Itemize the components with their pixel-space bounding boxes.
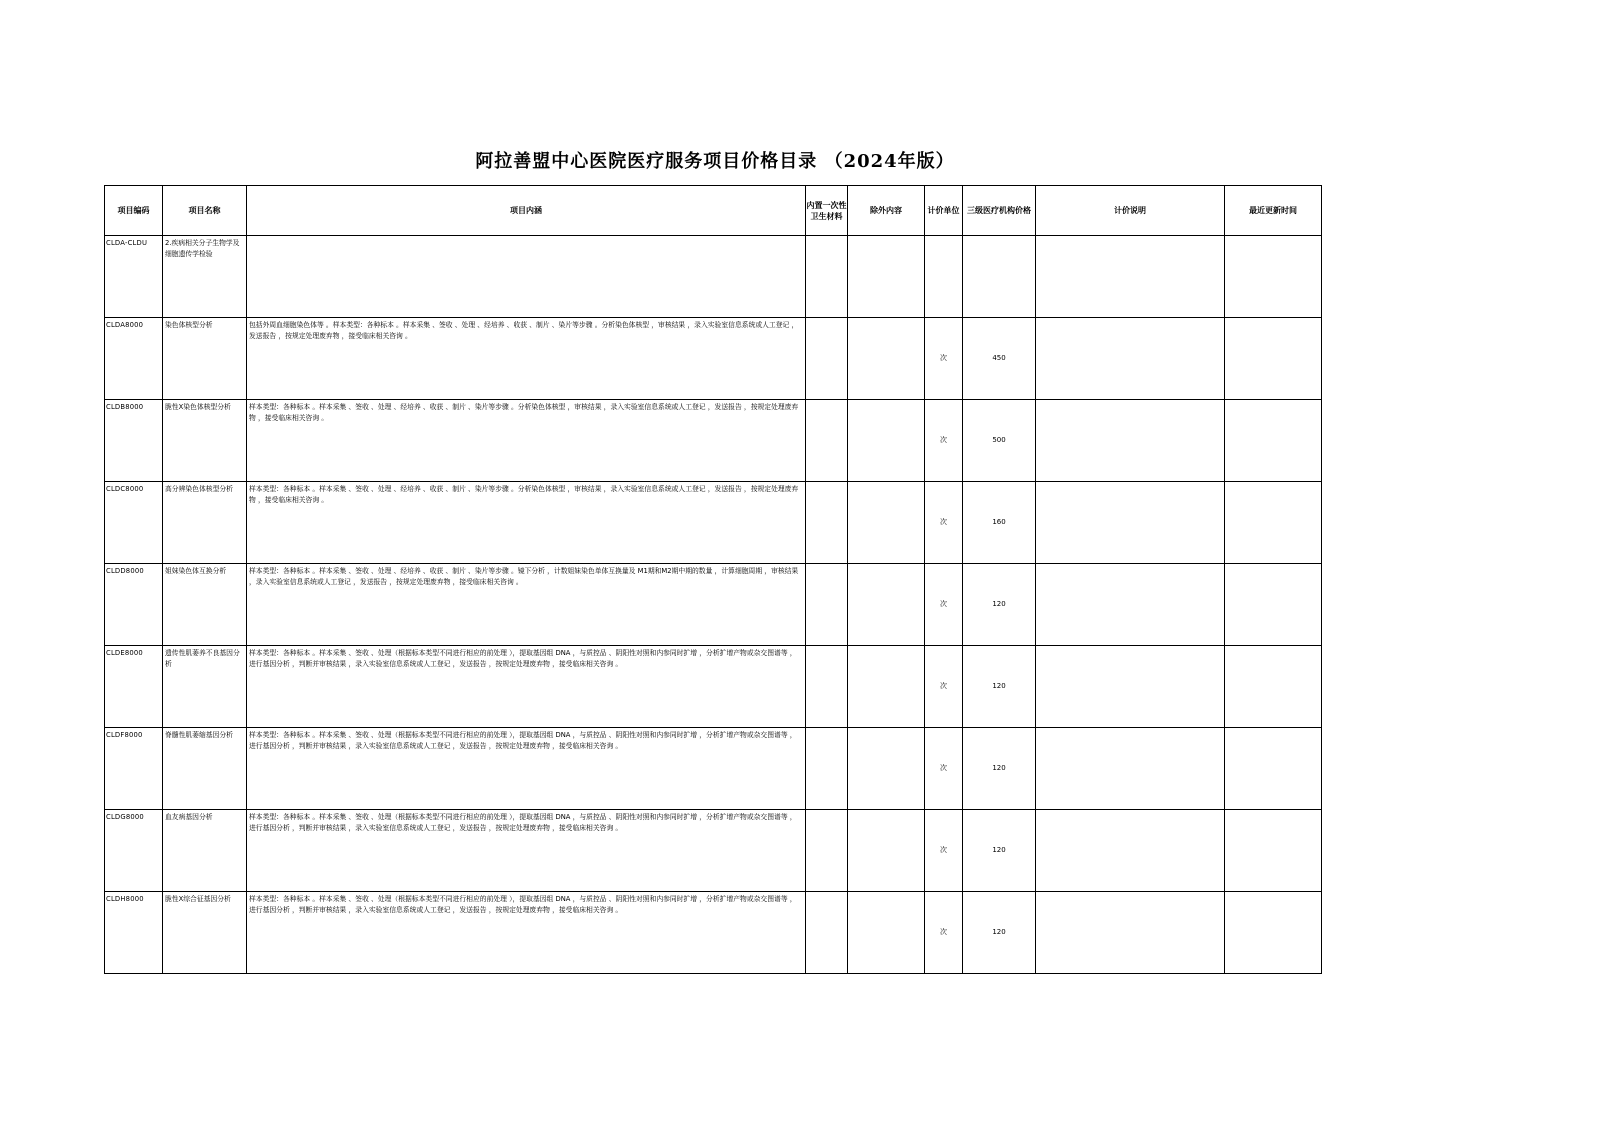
column-header: 计价说明 [1036,186,1225,236]
item-name: 2.疾病相关分子生物学及细胞遗传学检验 [163,236,247,318]
last-updated [1225,400,1322,482]
item-name: 脊髓性肌萎缩基因分析 [163,728,247,810]
item-code: CLDC8000 [105,482,163,564]
excluded-content [848,318,925,400]
item-name: 姐妹染色体互换分析 [163,564,247,646]
pricing-unit: 次 [925,318,963,400]
pricing-unit: 次 [925,482,963,564]
column-header: 除外内容 [848,186,925,236]
table-row [105,892,1322,974]
item-name: 脆性X综合征基因分析 [163,892,247,974]
pricing-note [1036,564,1225,646]
last-updated [1225,482,1322,564]
tertiary-price: 450 [963,318,1036,400]
item-content: 样本类型：各种标本 。样本采集 、签收 、处理 、经培养 、收获 、制片 、染片等步骤 。镜下分析 ，计数姐妹染色单体互换量及 M1期和M2期中期的数量 ，计算细胞周期 ，审核结果 ，录入实验室信息系统或人工登记 ，发送报告 ，按规定处理废弃物 ，接受临床相关咨询 。 [247,564,806,646]
item-code: CLDG8000 [105,810,163,892]
table-row [105,236,1322,318]
pricing-unit: 次 [925,892,963,974]
excluded-content [848,236,925,318]
table-header-row [105,186,1322,236]
last-updated [1225,564,1322,646]
last-updated [1225,728,1322,810]
table-row [105,318,1322,400]
pricing-unit: 次 [925,564,963,646]
table-row [105,400,1322,482]
last-updated [1225,646,1322,728]
pricing-unit: 次 [925,810,963,892]
excluded-content [848,728,925,810]
included-materials [806,482,848,564]
excluded-content [848,564,925,646]
last-updated [1225,810,1322,892]
tertiary-price: 120 [963,646,1036,728]
included-materials [806,810,848,892]
column-header: 计价单位 [925,186,963,236]
column-header: 项目内涵 [247,186,806,236]
column-header: 三级医疗机构价格 [963,186,1036,236]
tertiary-price: 160 [963,482,1036,564]
table-row [105,810,1322,892]
tertiary-price [963,236,1036,318]
last-updated [1225,236,1322,318]
included-materials [806,564,848,646]
tertiary-price: 120 [963,564,1036,646]
pricing-note [1036,892,1225,974]
table-row [105,482,1322,564]
pricing-unit: 次 [925,728,963,810]
last-updated [1225,892,1322,974]
excluded-content [848,892,925,974]
pricing-note [1036,400,1225,482]
pricing-note [1036,482,1225,564]
item-code: CLDA8000 [105,318,163,400]
page-title: 阿拉善盟中心医院医疗服务项目价格目录 （2024年版） [475,151,955,172]
table-row [105,646,1322,728]
column-header: 内置一次性卫生材料 [806,186,848,236]
item-name: 脆性X染色体核型分析 [163,400,247,482]
included-materials [806,318,848,400]
item-code: CLDB8000 [105,400,163,482]
excluded-content [848,482,925,564]
pricing-unit: 次 [925,400,963,482]
included-materials [806,400,848,482]
item-content: 样本类型：各种标本 。样本采集 、签收 、处理（根据标本类型不同进行相应的前处理 ），提取基因组 DNA ，与质控品 、阴阳性对照和内参同时扩增 ，分析扩增产物或杂交图谱等 ，进行基因分析 ，判断并审核结果 ，录入实验室信息系统或人工登记 ，发送报告 ，按规定处理废弃物 ，接受临床相关咨询 。 [247,728,806,810]
excluded-content [848,400,925,482]
tertiary-price: 500 [963,400,1036,482]
pricing-note [1036,646,1225,728]
item-code: CLDA-CLDU [105,236,163,318]
excluded-content [848,810,925,892]
tertiary-price: 120 [963,728,1036,810]
item-content: 样本类型：各种标本 。样本采集 、签收 、处理（根据标本类型不同进行相应的前处理 ），提取基因组 DNA ，与质控品 、阴阳性对照和内参同时扩增 ，分析扩增产物或杂交图谱等 ，进行基因分析 ，判断并审核结果 ，录入实验室信息系统或人工登记 ，发送报告 ，按规定处理废弃物 ，接受临床相关咨询 。 [247,810,806,892]
item-content [247,236,806,318]
item-content: 样本类型：各种标本 。样本采集 、签收 、处理（根据标本类型不同进行相应的前处理 ），提取基因组 DNA ，与质控品 、阴阳性对照和内参同时扩增 ，分析扩增产物或杂交图谱等 ，进行基因分析 ，判断并审核结果 ，录入实验室信息系统或人工登记 ，发送报告 ，按规定处理废弃物 ，接受临床相关咨询 。 [247,646,806,728]
item-name: 染色体核型分析 [163,318,247,400]
item-code: CLDD8000 [105,564,163,646]
column-header: 项目名称 [163,186,247,236]
included-materials [806,236,848,318]
item-content: 样本类型：各种标本 。样本采集 、签收 、处理 、经培养 、收获 、制片 、染片等步骤 。分析染色体核型 ，审核结果 ，录入实验室信息系统或人工登记 ，发送报告 ，按规定处理废弃物 ，接受临床相关咨询 。 [247,400,806,482]
included-materials [806,892,848,974]
pricing-unit: 次 [925,646,963,728]
pricing-note [1036,728,1225,810]
item-code: CLDF8000 [105,728,163,810]
item-name: 高分辨染色体核型分析 [163,482,247,564]
item-code: CLDE8000 [105,646,163,728]
item-content: 包括外周血细胞染色体等 。样本类型：各种标本 。样本采集 、签收 、处理 、经培养 、收获 、制片 、染片等步骤 。分析染色体核型 ，审核结果 ，录入实验室信息系统或人工登记 ，发送报告 ，按规定处理废弃物 ，接受临床相关咨询 。 [247,318,806,400]
column-header: 项目编码 [105,186,163,236]
pricing-note [1036,810,1225,892]
item-content: 样本类型：各种标本 。样本采集 、签收 、处理 、经培养 、收获 、制片 、染片等步骤 。分析染色体核型 ，审核结果 ，录入实验室信息系统或人工登记 ，发送报告 ，按规定处理废弃物 ，接受临床相关咨询 。 [247,482,806,564]
pricing-note [1036,236,1225,318]
table-row [105,728,1322,810]
pricing-unit [925,236,963,318]
table-row [105,564,1322,646]
item-code: CLDH8000 [105,892,163,974]
tertiary-price: 120 [963,892,1036,974]
pricing-note [1036,318,1225,400]
price-catalog-table [104,185,1322,974]
tertiary-price: 120 [963,810,1036,892]
included-materials [806,728,848,810]
column-header: 最近更新时间 [1225,186,1322,236]
item-name: 血友病基因分析 [163,810,247,892]
item-content: 样本类型：各种标本 。样本采集 、签收 、处理（根据标本类型不同进行相应的前处理 ），提取基因组 DNA ，与质控品 、阴阳性对照和内参同时扩增 ，分析扩增产物或杂交图谱等 ，进行基因分析 ，判断并审核结果 ，录入实验室信息系统或人工登记 ，发送报告 ，按规定处理废弃物 ，接受临床相关咨询 。 [247,892,806,974]
included-materials [806,646,848,728]
excluded-content [848,646,925,728]
last-updated [1225,318,1322,400]
item-name: 遗传性肌萎养不良基因分析 [163,646,247,728]
